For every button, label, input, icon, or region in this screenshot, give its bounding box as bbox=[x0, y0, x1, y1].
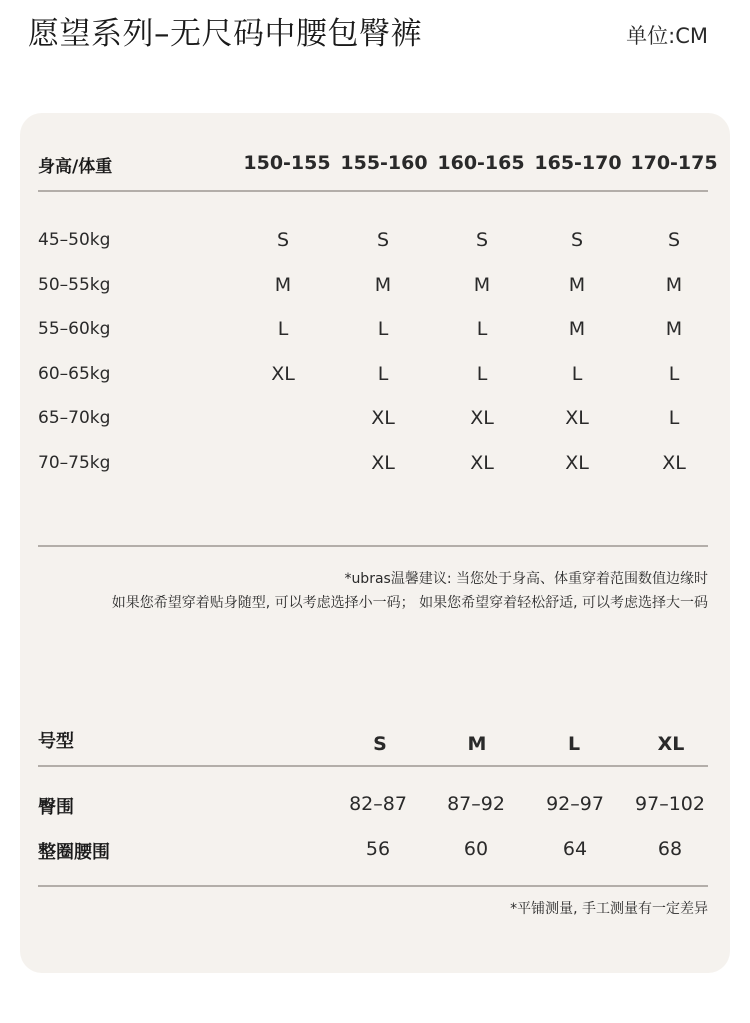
size-table-header-divider bbox=[38, 190, 708, 192]
size-cell: M bbox=[568, 318, 586, 340]
weight-row-1: 45–50kg bbox=[38, 230, 111, 250]
height-col-4: 165-170 bbox=[534, 152, 622, 174]
size-cell: M bbox=[274, 274, 292, 296]
measure-cell: 68 bbox=[657, 838, 683, 860]
size-cell: XL bbox=[565, 452, 589, 474]
size-col-s: S bbox=[373, 733, 387, 755]
page-title: 愿望系列–无尺码中腰包臀裤 bbox=[28, 16, 422, 52]
size-cell: M bbox=[473, 274, 491, 296]
size-col-xl: XL bbox=[657, 733, 685, 755]
tip-line-2: 如果您希望穿着贴身随型, 可以考虑选择小一码； 如果您希望穿着轻松舒适, 可以考虑选择大一码 bbox=[111, 595, 708, 611]
size-chart-card bbox=[20, 113, 730, 973]
size-cell: S bbox=[276, 229, 290, 251]
size-cell: L bbox=[377, 363, 389, 385]
measure-table-bottom-divider bbox=[38, 885, 708, 887]
height-col-3: 160-165 bbox=[437, 152, 525, 174]
size-cell: L bbox=[277, 318, 289, 340]
measure-cell: 92–97 bbox=[546, 793, 604, 815]
size-cell: L bbox=[668, 407, 680, 429]
size-cell: S bbox=[475, 229, 489, 251]
measure-table-header-divider bbox=[38, 765, 708, 767]
weight-row-4: 60–65kg bbox=[38, 364, 111, 384]
size-cell: M bbox=[568, 274, 586, 296]
height-col-1: 150-155 bbox=[243, 152, 331, 174]
size-cell: XL bbox=[662, 452, 686, 474]
measure-row-label: 整圈腰围 bbox=[38, 842, 110, 863]
measure-cell: 97–102 bbox=[635, 793, 705, 815]
measure-cell: 60 bbox=[463, 838, 489, 860]
size-cell: L bbox=[571, 363, 583, 385]
tip-line-1: *ubras温馨建议: 当您处于身高、体重穿着范围数值边缘时 bbox=[344, 571, 708, 587]
size-cell: XL bbox=[470, 452, 494, 474]
weight-row-5: 65–70kg bbox=[38, 408, 111, 428]
size-cell: XL bbox=[470, 407, 494, 429]
weight-row-2: 50–55kg bbox=[38, 275, 111, 295]
size-cell: XL bbox=[371, 452, 395, 474]
size-cell: XL bbox=[565, 407, 589, 429]
size-cell: S bbox=[667, 229, 681, 251]
measure-table-corner: 号型 bbox=[38, 731, 74, 752]
footnote: *平铺测量, 手工测量有一定差异 bbox=[510, 901, 708, 917]
size-cell: L bbox=[668, 363, 680, 385]
weight-row-3: 55–60kg bbox=[38, 319, 111, 339]
size-cell: M bbox=[374, 274, 392, 296]
measure-cell: 56 bbox=[365, 838, 391, 860]
unit-label: 单位:CM bbox=[626, 24, 708, 48]
size-table-bottom-divider bbox=[38, 545, 708, 547]
size-cell: L bbox=[377, 318, 389, 340]
height-col-5: 170-175 bbox=[630, 152, 718, 174]
weight-row-6: 70–75kg bbox=[38, 453, 111, 473]
size-cell: M bbox=[665, 274, 683, 296]
measure-cell: 82–87 bbox=[349, 793, 407, 815]
measure-row-label: 臀围 bbox=[38, 797, 74, 818]
size-col-l: L bbox=[567, 733, 581, 755]
size-col-m: M bbox=[467, 733, 487, 755]
size-cell: M bbox=[665, 318, 683, 340]
size-cell: L bbox=[476, 318, 488, 340]
measure-cell: 64 bbox=[562, 838, 588, 860]
size-cell: XL bbox=[271, 363, 295, 385]
size-cell: XL bbox=[371, 407, 395, 429]
measure-cell: 87–92 bbox=[447, 793, 505, 815]
size-cell: L bbox=[476, 363, 488, 385]
size-cell: S bbox=[376, 229, 390, 251]
size-cell: S bbox=[570, 229, 584, 251]
size-table-corner: 身高/体重 bbox=[38, 157, 113, 177]
height-col-2: 155-160 bbox=[340, 152, 428, 174]
